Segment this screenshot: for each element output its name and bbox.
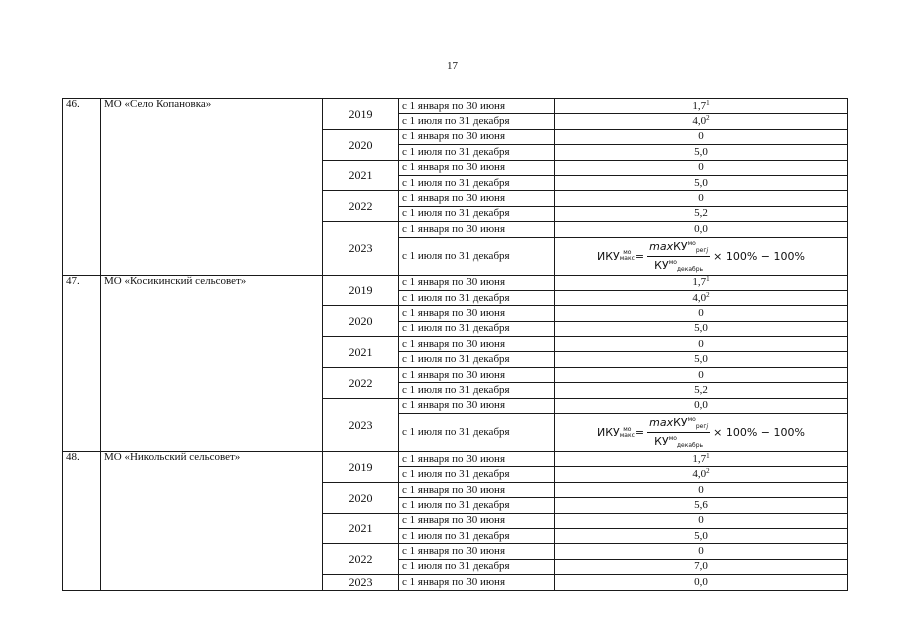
value-text: 0 bbox=[698, 483, 704, 496]
value-text: 0 bbox=[698, 514, 704, 527]
footnote-mark: 2 bbox=[706, 467, 710, 476]
value-text: 0 bbox=[698, 545, 704, 558]
period-cell: с 1 июля по 31 декабря bbox=[399, 114, 555, 129]
period-cell: с 1 июля по 31 декабря bbox=[399, 414, 555, 452]
year-cell: 2023 bbox=[323, 575, 399, 590]
formula bbox=[597, 238, 805, 275]
formula-den-main: КУ bbox=[654, 258, 669, 272]
value-text: 5,0 bbox=[694, 353, 708, 366]
formula-numerator bbox=[647, 414, 710, 433]
value-cell bbox=[555, 145, 848, 160]
footnote-mark: 2 bbox=[706, 290, 710, 299]
value-cell bbox=[555, 414, 848, 452]
year-cell: 2021 bbox=[323, 160, 399, 191]
period-cell: с 1 января по 30 июня bbox=[399, 398, 555, 413]
year-cell: 2022 bbox=[323, 367, 399, 398]
formula-den-sup: мо bbox=[668, 435, 677, 443]
value-cell bbox=[555, 237, 848, 275]
period-cell: с 1 января по 30 июня bbox=[399, 306, 555, 321]
value-text: 1,7 bbox=[692, 276, 707, 289]
period-cell: с 1 января по 30 июня bbox=[399, 337, 555, 352]
year-cell: 2022 bbox=[323, 544, 399, 575]
formula-max: max bbox=[649, 416, 674, 430]
value-cell bbox=[555, 114, 848, 129]
value-cell bbox=[555, 290, 848, 305]
value-text: 0 bbox=[698, 368, 704, 381]
value-cell bbox=[555, 352, 848, 367]
period-cell: с 1 июля по 31 декабря bbox=[399, 237, 555, 275]
municipality-name: МО «Никольский сельсовет» bbox=[101, 452, 323, 591]
value-cell bbox=[555, 528, 848, 543]
period-cell: с 1 июля по 31 декабря bbox=[399, 321, 555, 336]
value-cell bbox=[555, 191, 848, 206]
page-number: 17 bbox=[447, 60, 458, 72]
value-text: 4,0 bbox=[692, 291, 707, 304]
value-cell bbox=[555, 498, 848, 513]
year-cell: 2021 bbox=[323, 513, 399, 544]
year-cell: 2019 bbox=[323, 275, 399, 306]
value-text: 5,2 bbox=[694, 207, 708, 220]
value-cell bbox=[555, 306, 848, 321]
municipality-name: МО «Косикинский сельсовет» bbox=[101, 275, 323, 452]
period-cell: с 1 января по 30 июня bbox=[399, 575, 555, 590]
footnote-mark: 2 bbox=[706, 114, 710, 123]
period-cell: с 1 июля по 31 декабря bbox=[399, 559, 555, 574]
period-cell: с 1 января по 30 июня bbox=[399, 99, 555, 114]
value-text: 5,0 bbox=[694, 176, 708, 189]
entry-number: 46. bbox=[63, 99, 101, 276]
formula-tail: × 100% − 100% bbox=[713, 426, 805, 440]
period-cell: с 1 января по 30 июня bbox=[399, 367, 555, 382]
period-cell: с 1 июля по 31 декабря bbox=[399, 145, 555, 160]
value-text: 4,0 bbox=[692, 468, 707, 481]
value-text: 5,2 bbox=[694, 383, 708, 396]
formula-den-sup: мо bbox=[668, 258, 677, 266]
value-text: 0 bbox=[698, 161, 704, 174]
value-text: 5,6 bbox=[694, 498, 708, 511]
value-text: 0,0 bbox=[694, 222, 708, 235]
value-text: 0,0 bbox=[694, 575, 708, 588]
value-text: 1,7 bbox=[692, 452, 707, 465]
value-cell bbox=[555, 129, 848, 144]
year-cell: 2023 bbox=[323, 398, 399, 451]
year-cell: 2020 bbox=[323, 306, 399, 337]
value-cell bbox=[555, 467, 848, 482]
value-text: 1,7 bbox=[692, 99, 707, 112]
formula-max: max bbox=[649, 239, 674, 253]
period-cell: с 1 января по 30 июня bbox=[399, 129, 555, 144]
formula-num-sup: мо bbox=[687, 416, 696, 424]
value-text: 0,0 bbox=[694, 399, 708, 412]
value-text: 0 bbox=[698, 337, 704, 350]
value-cell bbox=[555, 99, 848, 114]
period-cell: с 1 июля по 31 декабря bbox=[399, 175, 555, 190]
footnote-mark: 1 bbox=[706, 275, 710, 284]
formula-num-sub: рег bbox=[695, 423, 707, 431]
footnote-mark: 1 bbox=[706, 98, 710, 107]
table-row bbox=[63, 99, 848, 114]
value-cell bbox=[555, 160, 848, 175]
value-cell bbox=[555, 275, 848, 290]
table-row bbox=[63, 452, 848, 467]
year-cell: 2020 bbox=[323, 129, 399, 160]
period-cell: с 1 января по 30 июня bbox=[399, 452, 555, 467]
tariff-table bbox=[62, 98, 848, 591]
formula-tail: × 100% − 100% bbox=[713, 249, 805, 263]
value-cell bbox=[555, 513, 848, 528]
period-cell: с 1 января по 30 июня bbox=[399, 275, 555, 290]
value-cell bbox=[555, 383, 848, 398]
period-cell: с 1 июля по 31 декабря bbox=[399, 528, 555, 543]
period-cell: с 1 января по 30 июня bbox=[399, 160, 555, 175]
formula-num-sup: мо bbox=[687, 239, 696, 247]
formula-num-sub: рег bbox=[695, 246, 707, 254]
value-cell bbox=[555, 206, 848, 221]
period-cell: с 1 июля по 31 декабря bbox=[399, 206, 555, 221]
formula-den-sub: декабрь bbox=[676, 442, 704, 450]
formula-num-sub-i: j bbox=[706, 246, 709, 254]
year-cell: 2019 bbox=[323, 99, 399, 130]
formula-lhs: ИКУ bbox=[597, 426, 620, 440]
value-cell bbox=[555, 321, 848, 336]
period-cell: с 1 января по 30 июня bbox=[399, 544, 555, 559]
value-cell bbox=[555, 452, 848, 467]
formula-lhs-indices bbox=[620, 250, 635, 262]
year-cell: 2023 bbox=[323, 222, 399, 275]
formula-lhs-sup: мо bbox=[623, 425, 632, 433]
value-text: 5,0 bbox=[694, 145, 708, 158]
period-cell: с 1 июля по 31 декабря bbox=[399, 290, 555, 305]
value-cell bbox=[555, 337, 848, 352]
value-cell bbox=[555, 482, 848, 497]
period-cell: с 1 января по 30 июня bbox=[399, 191, 555, 206]
formula-denominator bbox=[652, 433, 705, 451]
formula-num-main: КУ bbox=[673, 239, 688, 253]
year-cell: 2020 bbox=[323, 482, 399, 513]
year-cell: 2022 bbox=[323, 191, 399, 222]
formula-den-sub: декабрь bbox=[676, 265, 704, 273]
year-cell: 2021 bbox=[323, 337, 399, 368]
period-cell: с 1 января по 30 июня bbox=[399, 222, 555, 237]
period-cell: с 1 июля по 31 декабря bbox=[399, 383, 555, 398]
value-cell bbox=[555, 398, 848, 413]
period-cell: с 1 июля по 31 декабря bbox=[399, 498, 555, 513]
value-text: 5,0 bbox=[694, 322, 708, 335]
municipality-name: МО «Село Копановка» bbox=[101, 99, 323, 276]
tariff-table-body bbox=[63, 99, 848, 591]
period-cell: с 1 июля по 31 декабря bbox=[399, 467, 555, 482]
value-text: 0 bbox=[698, 130, 704, 143]
formula-num-sub-i: j bbox=[706, 423, 709, 431]
formula-num-main: КУ bbox=[673, 416, 688, 430]
value-cell bbox=[555, 175, 848, 190]
formula-lhs-sup: мо bbox=[623, 249, 632, 257]
year-cell: 2019 bbox=[323, 452, 399, 483]
footnote-mark: 1 bbox=[706, 451, 710, 460]
value-text: 0 bbox=[698, 306, 704, 319]
entry-number: 48. bbox=[63, 452, 101, 591]
period-cell: с 1 января по 30 июня bbox=[399, 482, 555, 497]
value-text: 5,0 bbox=[694, 529, 708, 542]
period-cell: с 1 января по 30 июня bbox=[399, 513, 555, 528]
formula-fraction bbox=[647, 238, 710, 275]
table-row bbox=[63, 275, 848, 290]
formula-numerator bbox=[647, 238, 710, 257]
formula-den-main: КУ bbox=[654, 435, 669, 449]
value-cell bbox=[555, 575, 848, 590]
formula-fraction bbox=[647, 414, 710, 451]
formula-lhs-sub: макс bbox=[619, 255, 635, 263]
formula-lhs-indices bbox=[620, 427, 635, 439]
formula-lhs: ИКУ bbox=[597, 249, 620, 263]
formula bbox=[597, 414, 805, 451]
value-cell bbox=[555, 544, 848, 559]
value-text: 7,0 bbox=[694, 560, 708, 573]
formula-equals: = bbox=[634, 249, 645, 263]
entry-number: 47. bbox=[63, 275, 101, 452]
value-cell bbox=[555, 222, 848, 237]
value-text: 0 bbox=[698, 192, 704, 205]
value-text: 4,0 bbox=[692, 115, 707, 128]
formula-lhs-sub: макс bbox=[619, 431, 635, 439]
period-cell: с 1 июля по 31 декабря bbox=[399, 352, 555, 367]
value-cell bbox=[555, 559, 848, 574]
value-cell bbox=[555, 367, 848, 382]
formula-denominator bbox=[652, 257, 705, 275]
formula-equals: = bbox=[634, 426, 645, 440]
